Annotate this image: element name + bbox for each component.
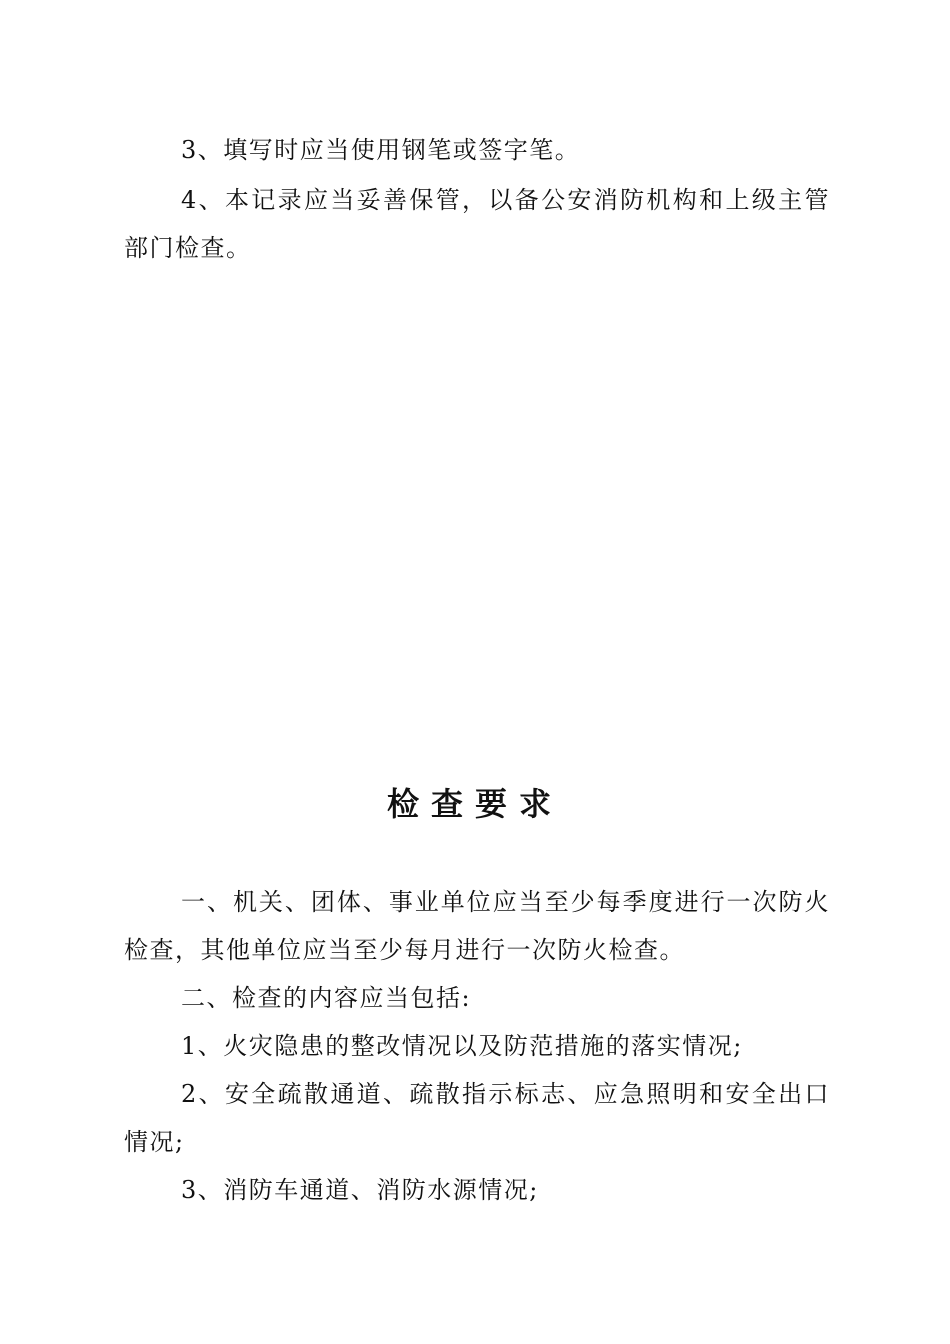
requirement-item-1: 1、火灾隐患的整改情况以及防范措施的落实情况; bbox=[181, 1032, 743, 1060]
requirement-paragraph-1: 一、机关、团体、事业单位应当至少每季度进行一次防火检查，其他单位应当至少每月进行一次防火检查。 bbox=[124, 888, 830, 964]
note-item-3: 3、填写时应当使用钢笔或签字笔。 bbox=[181, 136, 581, 164]
note-item-4: 4、本记录应当妥善保管，以备公安消防机构和上级主管部门检查。 bbox=[124, 186, 830, 262]
requirement-item-3: 3、消防车通道、消防水源情况; bbox=[181, 1176, 539, 1204]
requirement-paragraph-2: 二、检查的内容应当包括: bbox=[181, 984, 472, 1012]
section-title: 检查要求 bbox=[386, 785, 563, 823]
requirement-item-2: 2、安全疏散通道、疏散指示标志、应急照明和安全出口情况; bbox=[124, 1080, 830, 1156]
